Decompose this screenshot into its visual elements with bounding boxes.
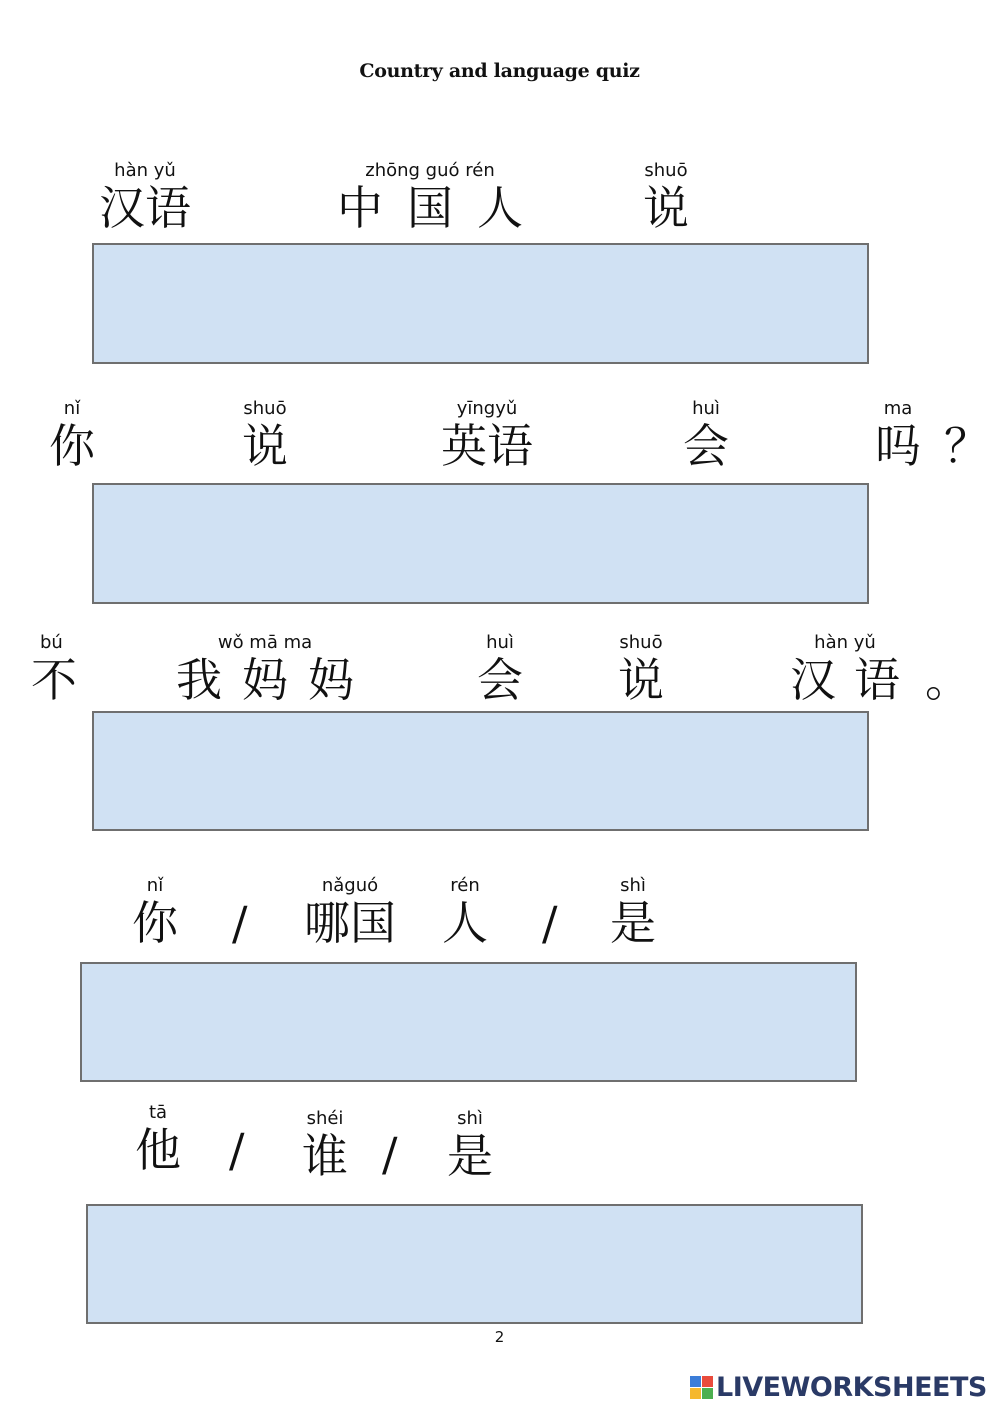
word-card[interactable]: [125, 875, 185, 949]
word-card[interactable]: [294, 1108, 356, 1182]
word-card[interactable]: [290, 875, 410, 949]
hanzi: 吗: [875, 419, 921, 473]
word-card[interactable]: [470, 632, 530, 706]
pinyin: shuō: [619, 632, 663, 653]
pinyin: huì: [692, 398, 720, 419]
hanzi: 英语: [441, 419, 533, 473]
word-card[interactable]: [28, 632, 80, 706]
brand-text: LIVEWORKSHEETS: [716, 1371, 987, 1403]
pinyin: yīngyǔ: [456, 398, 518, 419]
separator-slash: /: [382, 1127, 398, 1181]
word-card[interactable]: [428, 398, 546, 472]
answer-drop-box[interactable]: [86, 1204, 863, 1324]
answer-drop-box[interactable]: [92, 483, 869, 604]
logo-square: [690, 1376, 701, 1387]
word-card[interactable]: [85, 160, 205, 234]
word-card[interactable]: [42, 398, 102, 472]
answer-drop-box[interactable]: [92, 243, 869, 364]
word-card[interactable]: [630, 160, 702, 234]
question-mark: ？: [944, 419, 990, 473]
hanzi: 中国人: [337, 181, 547, 235]
hanzi: 会: [477, 653, 523, 707]
pinyin: shì: [457, 1108, 483, 1129]
pinyin: tā: [148, 1102, 168, 1123]
pinyin: nǐ: [63, 398, 81, 419]
pinyin: shuō: [243, 398, 287, 419]
word-card[interactable]: [230, 398, 300, 472]
word-card[interactable]: [128, 1102, 188, 1176]
page-title: Country and language quiz: [359, 60, 640, 82]
pinyin: zhōng guó rén: [365, 160, 495, 181]
hanzi: 是: [610, 896, 656, 950]
pinyin: shì: [620, 875, 646, 896]
pinyin: shéi: [306, 1108, 344, 1129]
pinyin: nǎguó: [321, 875, 379, 896]
hanzi: 是: [447, 1129, 493, 1183]
pinyin: hàn yǔ: [114, 160, 176, 181]
period-mark: 。: [925, 653, 971, 707]
pinyin: hàn yǔ: [814, 632, 876, 653]
answer-drop-box[interactable]: [80, 962, 857, 1082]
answer-drop-box[interactable]: [92, 711, 869, 831]
word-card[interactable]: [780, 632, 918, 707]
hanzi: 你: [132, 896, 178, 950]
separator-slash: /: [542, 896, 558, 950]
hanzi: 人: [442, 896, 488, 950]
liveworksheets-brand[interactable]: [690, 1372, 987, 1402]
logo-square: [702, 1376, 713, 1387]
pinyin: nǐ: [146, 875, 164, 896]
hanzi: 他: [135, 1123, 181, 1177]
hanzi: 你: [49, 419, 95, 473]
hanzi: 汉语: [99, 181, 191, 235]
hanzi: 汉语: [790, 653, 918, 707]
liveworksheets-logo-icon: [690, 1376, 713, 1399]
pinyin: wǒ mā ma: [217, 632, 313, 653]
hanzi: 说: [242, 419, 288, 473]
separator-slash: /: [232, 896, 248, 950]
word-card[interactable]: [165, 632, 374, 707]
word-card[interactable]: [868, 398, 928, 472]
pinyin: bú: [40, 632, 63, 653]
pinyin: ma: [883, 398, 913, 419]
page-number: 2: [494, 1328, 505, 1346]
hanzi: 不: [31, 653, 77, 707]
separator-slash: /: [229, 1123, 245, 1177]
logo-square: [702, 1388, 713, 1399]
word-card[interactable]: [676, 398, 736, 472]
hanzi: 我妈妈: [176, 653, 374, 707]
logo-square: [690, 1388, 701, 1399]
word-card[interactable]: [315, 160, 545, 234]
hanzi: 说: [643, 181, 689, 235]
word-card[interactable]: [606, 632, 676, 706]
pinyin: shuō: [644, 160, 688, 181]
word-card[interactable]: [603, 875, 663, 949]
word-card[interactable]: [440, 1108, 500, 1182]
hanzi: 说: [618, 653, 664, 707]
hanzi: 哪国: [304, 896, 396, 950]
hanzi: 会: [683, 419, 729, 473]
pinyin: rén: [450, 875, 480, 896]
hanzi: 谁: [302, 1129, 348, 1183]
word-card[interactable]: [433, 875, 497, 949]
pinyin: huì: [486, 632, 514, 653]
